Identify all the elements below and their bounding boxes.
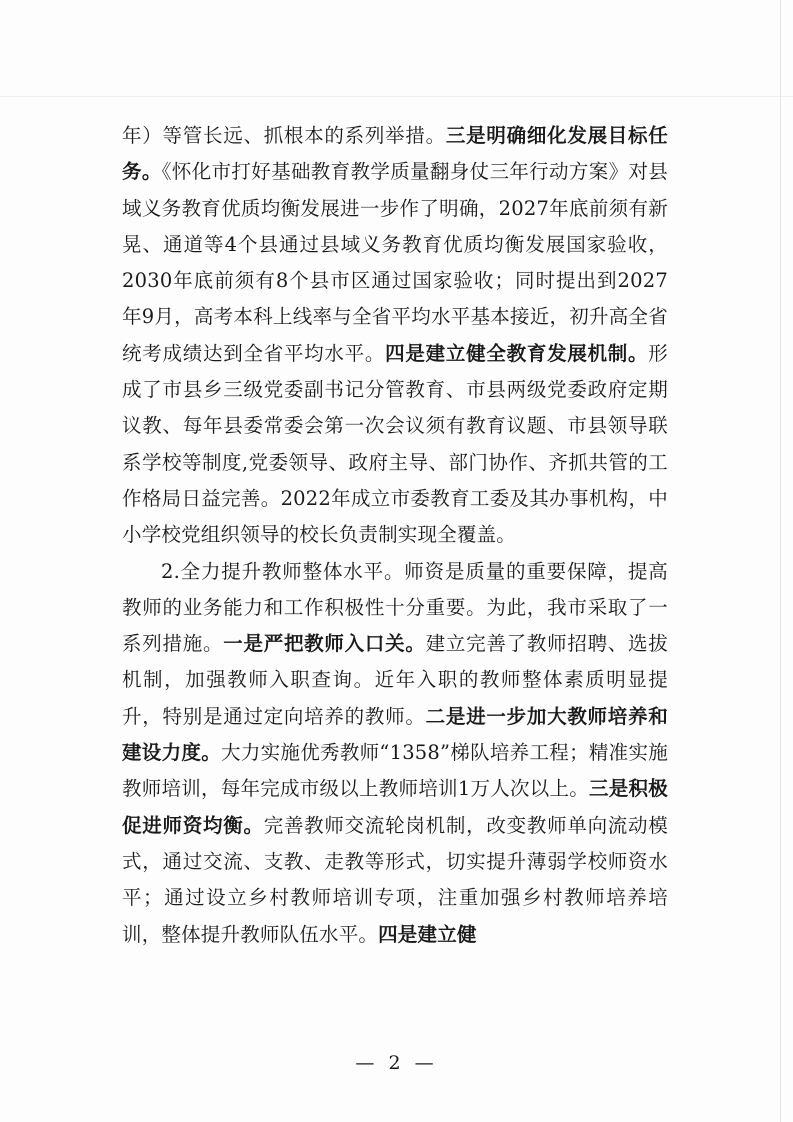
run-p2-3: 建立完善了教师招聘、选拔机制，加强教师入职查询。近年入职的教师整体素质明显提升，特别是通过定向培养的教师。: [122, 632, 668, 728]
run-p1-3: 《怀化市打好基础教育教学质量翻身仗三年行动方案》对县域义务教育优质均衡发展进一步作了明确，2027年底前须有新晃、通道等4个县通过县域义务教育优质均衡发展国家验收，2030年底前须有8个县市区通过国家验收；同时提出到2027年9月，高考本科上线率与全省平均水平基本接近，初升高全省统考成绩达到全省平均水平。: [122, 160, 669, 365]
run-p1-4-bold: 四是建立健全教育发展机制。: [385, 341, 649, 365]
body-text: [122, 118, 668, 953]
paragraph-2: [122, 554, 668, 953]
page-number: — 2 —: [355, 1052, 438, 1074]
run-p2-6-bold: 三是积极促进师资均衡。: [122, 777, 668, 837]
run-p2-5: 大力实施优秀教师“1358”梯队培养工程；精准实施教师培训，每年完成市级以上教师培训1万人次以上。: [122, 741, 668, 801]
run-p1-5: 形成了市县乡三级党委副书记分管教育、市县两级党委政府定期议教、每年县委常委会第一次会议须有教育议题、市县领导联系学校等制度,党委领导、政府主导、部门协作、齐抓共管的工作格局日益完善。2022年成立市委教育工委及其办事机构，中小学校党组织领导的校长负责制实现全覆盖。: [122, 341, 668, 547]
run-p2-7: 完善教师交流轮岗机制，改变教师单向流动模式，通过交流、支教、走教等形式，切实提升薄弱学校师资水平；通过设立乡村教师培训专项，注重加强乡村教师培养培训，整体提升教师队伍水平。: [122, 813, 668, 946]
scan-edge-top: [0, 96, 793, 97]
scan-edge-right: [780, 0, 781, 1122]
run-p1-2-bold: 三是明确细化发展目标任务。: [122, 124, 668, 184]
run-p2-2-bold: 一是严把教师入口关。: [223, 632, 426, 656]
paragraph-1: [122, 118, 668, 554]
run-p2-1: 2.全力提升教师整体水平。师资是质量的重要保障，提高教师的业务能力和工作积极性十分重要。为此，我市采取了一系列措施。: [122, 559, 668, 656]
run-p2-8-bold: 四是建立健: [378, 922, 477, 946]
run-p2-4-bold: 二是进一步加大教师培养和建设力度。: [122, 704, 668, 765]
run-p1-1: 年）等管长远、抓根本的系列举措。: [122, 124, 446, 147]
